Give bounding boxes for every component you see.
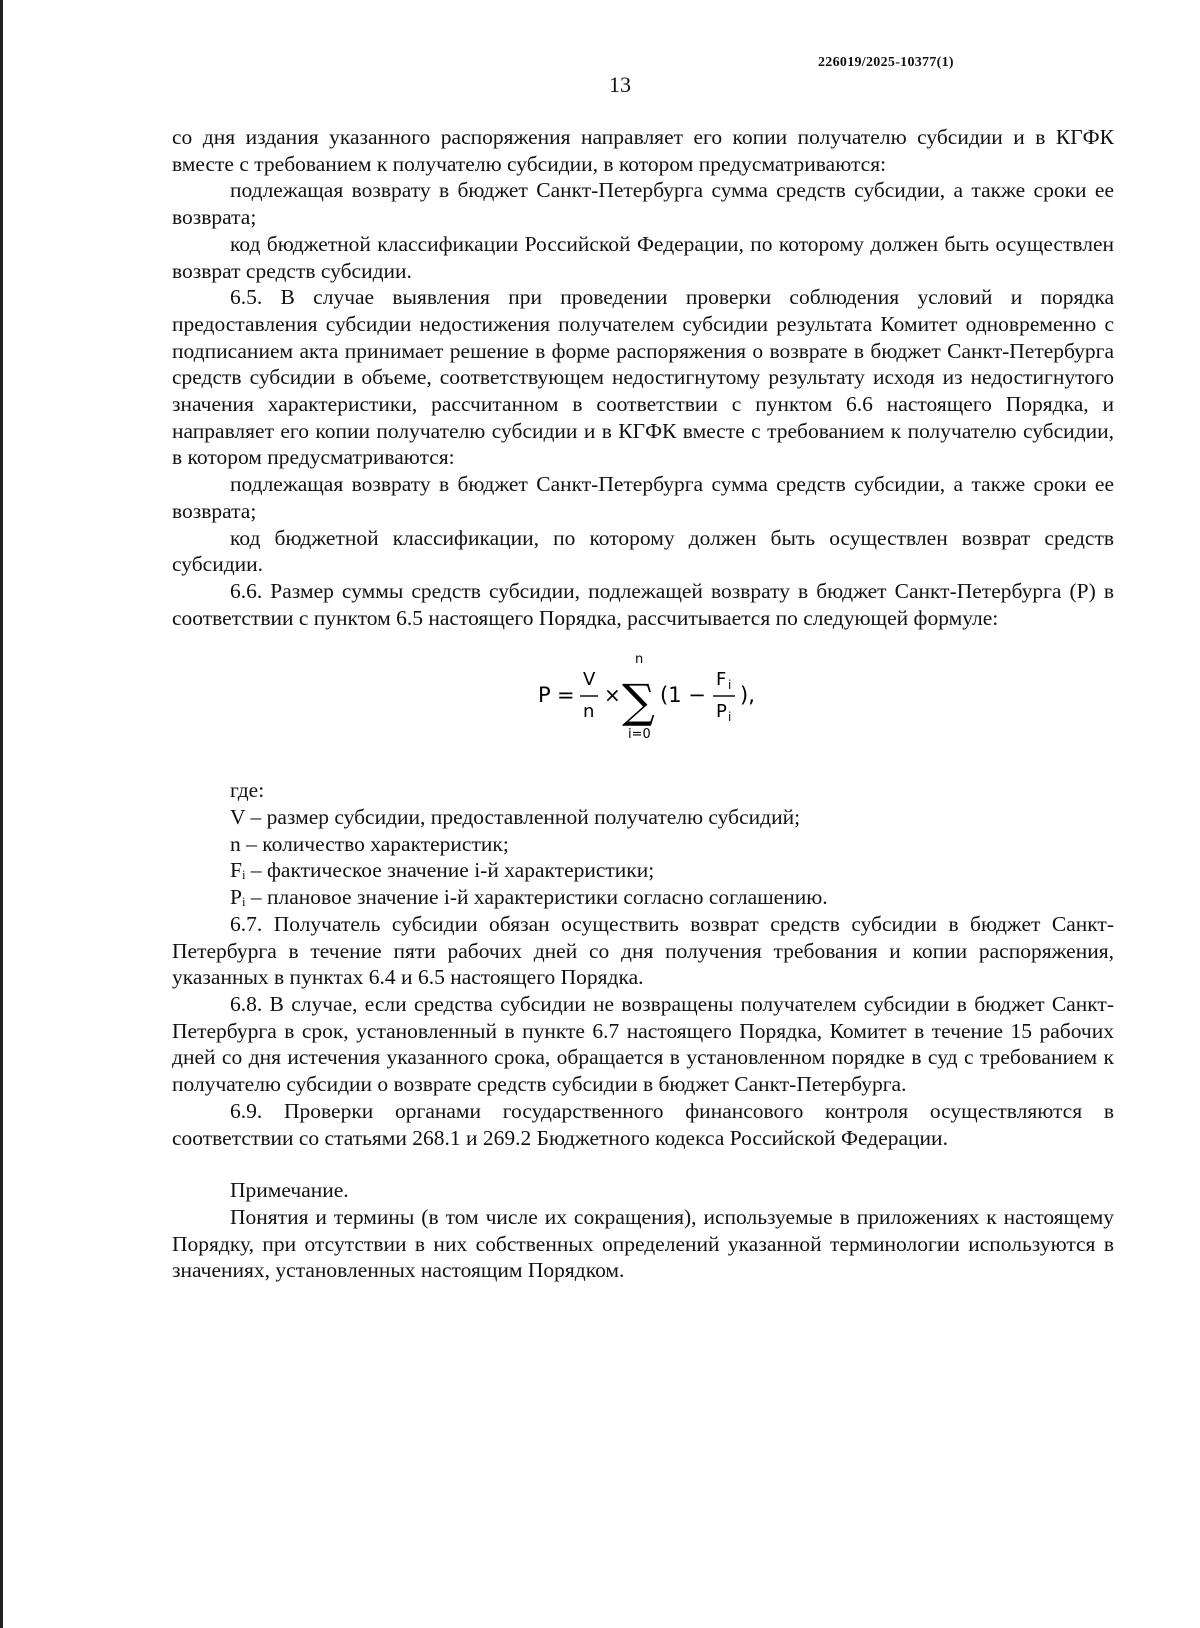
- paragraph: код бюджетной классификации, по которому должен быть осуществлен возврат средств субсидии.: [172, 525, 1114, 577]
- formula-sub-p: i: [728, 710, 732, 725]
- paragraph: код бюджетной классификации Российской Федерации, по которому должен быть осуществлен возврат средств субсидии.: [172, 231, 1114, 283]
- definition-p: Pᵢ – плановое значение i-й характеристики согласно соглашению.: [230, 885, 828, 910]
- document-body: [172, 124, 1114, 1284]
- definition-v: V – размер субсидии, предоставленной получателю субсидий;: [230, 805, 801, 830]
- paragraph-6-7: 6.7. Получатель субсидии обязан осуществить возврат средств субсидии в бюджет Санкт-Петербурга в течение пяти рабочих дней со дня получения требования и копии распоряжения, указанных в пунктах 6.4 и 6.5 настоящего Порядка.: [172, 911, 1114, 990]
- paragraph: со дня издания указанного распоряжения направляет его копии получателю субсидии и в КГФК вместе с требованием к получателю субсидии, в котором предусматриваются:: [172, 125, 1114, 176]
- formula-denominator-p: P: [716, 701, 727, 723]
- paragraph-6-5: 6.5. В случае выявления при проведении проверки соблюдения условий и порядка предоставления субсидии недостижения получателем субсидии результата Комитет одновременно с подписанием акта принимает решение в форме распоряжения о возврате в бюджет Санкт-Петербурга средств субсидии в объеме, соответствующем недостигнутому результату исходя из недостигнутого значения характеристики, рассчитанном в соответствии с пунктом 6.6 настоящего Порядка, и направляет его копии получателю субсидии и в КГФК вместе с требованием к получателю субсидии, в котором предусматриваются:: [172, 285, 1114, 470]
- note-title: Примечание.: [230, 1178, 349, 1203]
- sum-lower-limit: i=0: [628, 727, 651, 743]
- page-number: 13: [609, 72, 631, 97]
- note-text: Понятия и термины (в том числе их сокращения), используемые в приложениях к настоящему Порядку, при отсутствии в них собственных определений указанной терминологии используются в значениях, установленных настоящим Порядком.: [172, 1204, 1114, 1283]
- summation-icon: ∑: [622, 674, 655, 729]
- definition-n: n – количество характеристик;: [230, 831, 509, 856]
- formula: [172, 641, 1114, 747]
- paragraph-6-8: 6.8. В случае, если средства субсидии не возвращены получателем субсидии в бюджет Санкт-Петербурга в срок, установленный в пункте 6.7 настоящего Порядка, Комитет в течение 15 рабочих дней со дня истечения указанного срока, обращается в установленном порядке в суд с требованием к получателю субсидии о возврате средств субсидии в бюджет Санкт-Петербурга.: [172, 991, 1114, 1097]
- paragraph: подлежащая возврату в бюджет Санкт-Петербурга сумма средств субсидии, а также сроки ее возврата;: [172, 178, 1114, 230]
- formula-equals: =: [557, 683, 575, 708]
- sum-upper-limit: n: [635, 652, 644, 668]
- paragraph-6-9: 6.9. Проверки органами государственного финансового контроля осуществляются в соответствии со статьями 268.1 и 269.2 Бюджетного кодекса Российской Федерации.: [172, 1098, 1114, 1150]
- document-id: 226019/2025-10377(1): [818, 55, 954, 70]
- formula-denominator-n: n: [583, 701, 595, 723]
- formula-times: ×: [604, 683, 621, 708]
- definition-f: Fᵢ – фактическое значение i-й характеристики;: [230, 858, 655, 883]
- formula-numerator-v: V: [583, 669, 596, 691]
- scan-border: [0, 0, 3, 1628]
- formula-close: ),: [740, 683, 755, 708]
- where-label: где:: [230, 778, 265, 803]
- paragraph-6-6: 6.6. Размер суммы средств субсидии, подлежащей возврату в бюджет Санкт-Петербурга (Р) в соответствии с пунктом 6.5 настоящего Порядка, рассчитывается по следующей формуле:: [172, 578, 1114, 630]
- formula-svg: [172, 641, 1114, 747]
- formula-open: (1 −: [660, 683, 706, 708]
- formula-sub-f: i: [728, 678, 732, 693]
- paragraph: подлежащая возврату в бюджет Санкт-Петербурга сумма средств субсидии, а также сроки ее возврата;: [172, 472, 1114, 523]
- formula-numerator-f: F: [716, 669, 727, 691]
- formula-lhs: P: [538, 683, 551, 708]
